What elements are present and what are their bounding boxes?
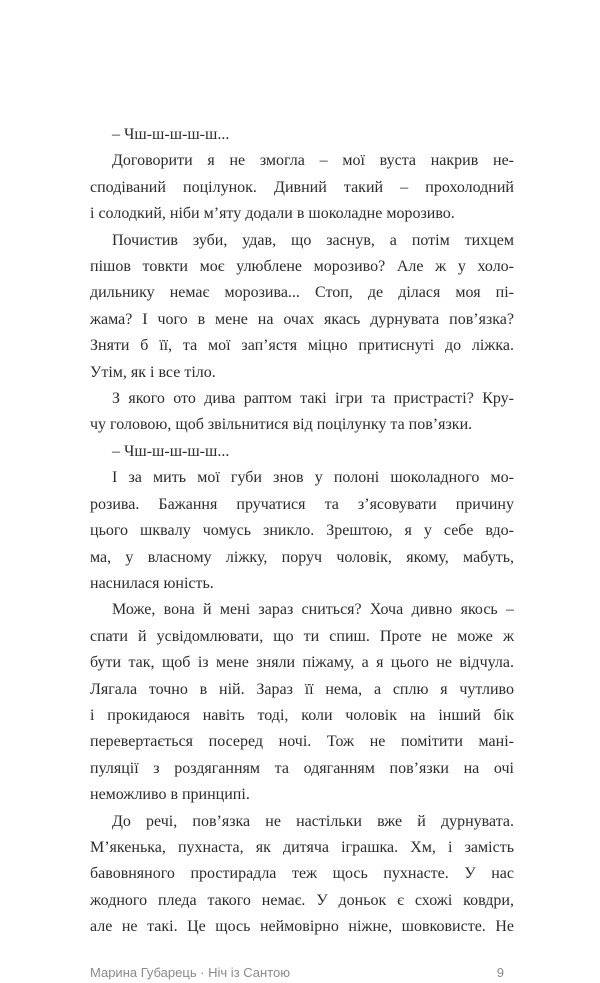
paragraph bbox=[90, 386, 514, 439]
text-line: розива. Бажання пручатися та з’ясовувати причину bbox=[90, 495, 514, 513]
text-line: чу головою, щоб звільнитися від поцілунку та пов’язки. bbox=[90, 416, 473, 434]
page-content bbox=[90, 122, 514, 983]
text-line: перевертається посеред ночі. Тож не помітити мані- bbox=[90, 733, 514, 751]
text-line: Зняти б її, та мої зап’ястя міцно притиснуті до ліжка. bbox=[90, 337, 514, 355]
text-line: Лягала точно в ній. Зараз її нема, а сплю я чутливо bbox=[90, 680, 514, 698]
text-line: пуляції з роздяганням та одяганням пов’язки на очі bbox=[90, 759, 514, 777]
page-number: 9 bbox=[496, 964, 504, 980]
text-line: бавовняного простирадла теж щось пухнасте. У нас bbox=[90, 865, 514, 883]
page-footer bbox=[90, 963, 514, 983]
paragraph bbox=[90, 597, 514, 808]
text-line: ма, у власному ліжку, поруч чоловік, якому, мабуть, bbox=[90, 548, 514, 566]
text-line: Почистив зуби, удав, що заснув, а потім тихцем bbox=[112, 231, 514, 249]
text-line: До речі, пов’язка не настільки вже й дурнувата. bbox=[112, 812, 514, 830]
text-line: неможливо в принципі. bbox=[90, 786, 250, 804]
paragraph bbox=[90, 228, 514, 386]
paragraph bbox=[90, 148, 514, 227]
text-line: жодного пледа такого немає. У доньок є схожі ковдри, bbox=[90, 891, 514, 909]
text-line: І за мить мої губи знов у полоні шоколадного мо- bbox=[112, 469, 514, 487]
paragraph bbox=[90, 439, 514, 465]
text-line: цього шквалу чомусь зникло. Зрештою, я у себе вдо- bbox=[90, 522, 514, 540]
text-line: і солодкий, ніби м’яту додали в шоколадне морозиво. bbox=[90, 205, 455, 223]
paragraph bbox=[90, 122, 514, 148]
text-line: наснилася юність. bbox=[90, 574, 214, 592]
text-line: Може, вона й мені зараз сниться? Хоча дивно якось – bbox=[112, 601, 514, 619]
running-title: Марина Губарець · Ніч із Сантою bbox=[90, 964, 290, 980]
paragraph bbox=[90, 809, 514, 941]
paragraph bbox=[90, 465, 514, 597]
text-line: З якого ото дива раптом такі ігри та пристрасті? Кру- bbox=[112, 390, 514, 408]
text-line: дильнику немає морозива... Стоп, де ділася моя пі- bbox=[90, 284, 514, 302]
text-line: і прокидаюся навіть тоді, коли чоловік на інший бік bbox=[90, 706, 514, 724]
text-line: жама? І чого в мене на очах якась дурнувата пов’язка? bbox=[90, 310, 514, 328]
text-line: – Чш-ш-ш-ш-ш... bbox=[112, 442, 230, 460]
text-line: спати й усвідомлювати, що ти спиш. Проте не може ж bbox=[90, 627, 514, 645]
text-line: Договорити я не змогла – мої вуста накрив не- bbox=[112, 152, 514, 170]
text-line: Утім, як і все тіло. bbox=[90, 363, 216, 381]
text-line: М’якенька, пухнаста, як дитяча іграшка. Хм, і замість bbox=[90, 838, 514, 856]
text-line: пішов товкти моє улюблене морозиво? Але ж у холо- bbox=[90, 258, 514, 276]
text-line: бути так, щоб із мене зняли піжаму, а я цього не відчула. bbox=[90, 654, 514, 672]
page-body-text bbox=[90, 122, 514, 941]
text-line: – Чш-ш-ш-ш-ш... bbox=[112, 126, 230, 143]
text-line: але не такі. Це щось неймовірно ніжне, шовковисте. Не bbox=[90, 918, 514, 936]
text-line: сподіваний поцілунок. Дивний такий – прохолодний bbox=[90, 178, 514, 196]
